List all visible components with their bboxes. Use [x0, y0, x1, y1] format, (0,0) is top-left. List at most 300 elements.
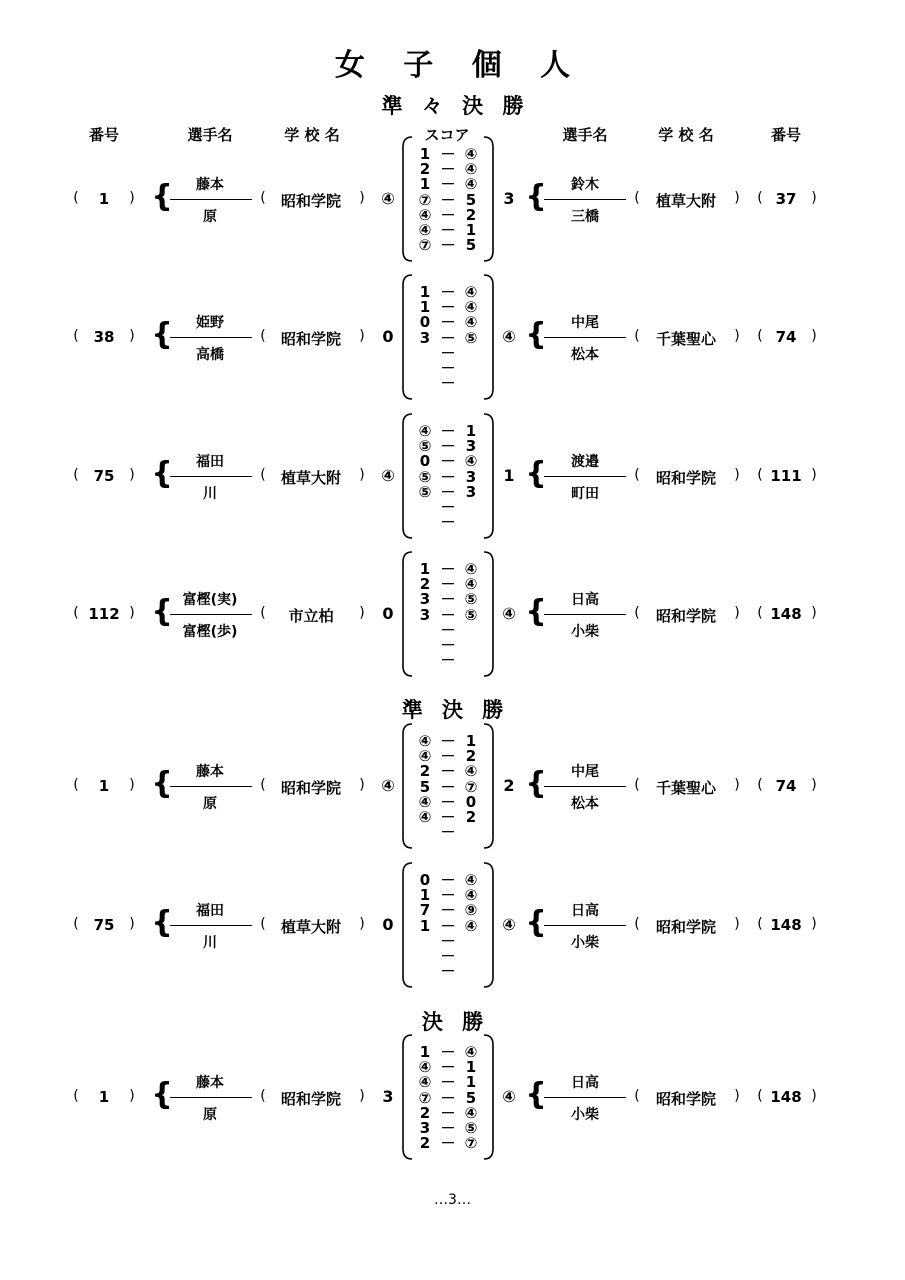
- player-divider-left: [170, 337, 252, 338]
- bracket-left: [403, 275, 412, 399]
- game-dash: －: [440, 190, 456, 209]
- game-score-right: 5: [465, 190, 477, 209]
- game-score-left: ⑤: [418, 467, 432, 486]
- game-score-right: ⑦: [464, 1134, 478, 1153]
- player-name-left-2: 川: [203, 935, 217, 951]
- paren-open: (: [73, 328, 79, 344]
- player-name-left-2: 富樫(歩): [182, 624, 238, 640]
- paren-open: (: [260, 605, 266, 621]
- paren-open: (: [757, 328, 763, 344]
- player-name-right-2: 小柴: [571, 624, 599, 640]
- school-right: 昭和学院: [655, 607, 717, 625]
- paren-open: (: [634, 1088, 640, 1104]
- game-score-right: ⑨: [464, 901, 478, 920]
- brace-left: {: [151, 456, 173, 491]
- player-name-right-1: 日高: [571, 592, 599, 608]
- header-school-right: 学 校 名: [658, 126, 714, 144]
- game-score-right: 5: [465, 236, 477, 255]
- game-score-right: 1: [465, 1073, 477, 1092]
- game-score-left: 2: [419, 762, 431, 781]
- sets-won-right: ④: [502, 1087, 516, 1106]
- header-school-left: 学 校 名: [284, 126, 340, 144]
- sets-won-right: 3: [503, 189, 515, 208]
- game-dash: －: [440, 962, 456, 981]
- game-score-left: 2: [419, 1103, 431, 1122]
- brace-left: {: [151, 317, 173, 352]
- brace-right: {: [525, 594, 547, 629]
- entry-number-left: 1: [98, 1088, 110, 1106]
- paren-close: ): [129, 467, 135, 483]
- game-score-right: 3: [465, 437, 477, 456]
- paren-close: ): [734, 777, 740, 793]
- game-dash: －: [440, 422, 456, 440]
- game-dash: －: [440, 283, 456, 301]
- game-score-right: 1: [465, 221, 477, 239]
- sets-won-left: ④: [381, 776, 395, 795]
- game-score-left: 0: [419, 313, 431, 332]
- game-score-right: ④: [464, 283, 478, 301]
- game-dash: －: [440, 482, 456, 501]
- paren-open: (: [634, 605, 640, 621]
- paren-open: (: [757, 1088, 763, 1104]
- game-score-right: 0: [465, 792, 477, 811]
- player-name-right-2: 小柴: [571, 935, 599, 951]
- game-score-left: 2: [419, 1134, 431, 1153]
- school-left: 昭和学院: [280, 192, 342, 210]
- player-divider-right: [544, 1097, 626, 1098]
- game-score-left: ④: [418, 747, 432, 766]
- paren-close: ): [811, 605, 817, 621]
- school-right: 千葉聖心: [655, 779, 717, 797]
- player-name-left-2: 原: [203, 1107, 217, 1123]
- brace-left: {: [151, 1077, 173, 1112]
- paren-close: ): [811, 1088, 817, 1104]
- paren-close: ): [359, 1088, 365, 1104]
- game-dash: －: [440, 560, 456, 578]
- sets-won-right: 2: [503, 776, 515, 795]
- bracket-left: [403, 137, 412, 261]
- player-name-right-2: 松本: [571, 347, 599, 363]
- player-divider-left: [170, 199, 252, 200]
- game-score-left: 1: [419, 886, 431, 905]
- player-name-right-2: 三橋: [571, 209, 599, 225]
- paren-close: ): [129, 777, 135, 793]
- game-score-right: 2: [465, 747, 477, 766]
- brace-right: {: [525, 456, 547, 491]
- sets-won-left: ④: [381, 189, 395, 208]
- game-dash: －: [440, 1043, 456, 1061]
- game-score-right: ④: [464, 886, 478, 905]
- player-name-right-1: 日高: [571, 1075, 599, 1091]
- game-score-left: ④: [418, 1058, 432, 1077]
- round-title: 準 決 勝: [401, 698, 510, 722]
- paren-close: ): [734, 605, 740, 621]
- player-divider-right: [544, 476, 626, 477]
- brace-right: {: [525, 766, 547, 801]
- player-name-right-1: 日高: [571, 903, 599, 919]
- game-score-right: ④: [464, 313, 478, 332]
- paren-close: ): [811, 190, 817, 206]
- player-divider-left: [170, 476, 252, 477]
- game-score-left: ④: [418, 792, 432, 811]
- bracket-left: [403, 1035, 412, 1159]
- paren-open: (: [73, 777, 79, 793]
- player-name-right-1: 渡邉: [571, 454, 599, 470]
- paren-close: ): [811, 328, 817, 344]
- bracket-right: [484, 552, 493, 676]
- paren-close: ): [129, 1088, 135, 1104]
- bracket-right: [484, 414, 493, 538]
- entry-number-left: 1: [98, 777, 110, 795]
- player-name-left-1: 藤本: [196, 177, 224, 193]
- game-score-right: ④: [464, 871, 478, 889]
- header-player-left: 選手名: [187, 126, 233, 144]
- player-name-left-1: 姫野: [196, 315, 224, 331]
- entry-number-left: 38: [93, 328, 115, 346]
- game-score-right: 3: [465, 482, 477, 501]
- paren-open: (: [634, 777, 640, 793]
- game-score-left: 2: [419, 160, 431, 179]
- school-right: 昭和学院: [655, 1090, 717, 1108]
- paren-open: (: [260, 777, 266, 793]
- sets-won-right: 1: [503, 466, 515, 485]
- game-dash: －: [440, 1134, 456, 1153]
- player-name-left-2: 原: [203, 796, 217, 812]
- entry-number-right: 148: [770, 605, 802, 623]
- game-score-left: 5: [419, 777, 431, 796]
- game-dash: －: [440, 777, 456, 796]
- player-name-left-1: 福田: [196, 454, 224, 470]
- game-score-left: 0: [419, 452, 431, 471]
- school-left: 昭和学院: [280, 1090, 342, 1108]
- paren-close: ): [734, 328, 740, 344]
- school-left: 植草大附: [280, 469, 342, 487]
- game-score-right: 2: [465, 205, 477, 224]
- game-dash: －: [440, 145, 456, 163]
- paren-close: ): [734, 467, 740, 483]
- page-title: 女 子 個 人: [334, 48, 585, 83]
- game-score-left: 3: [419, 590, 431, 609]
- brace-right: {: [525, 317, 547, 352]
- game-dash: －: [440, 901, 456, 920]
- game-score-right: ④: [464, 298, 478, 317]
- paren-open: (: [757, 467, 763, 483]
- paren-open: (: [757, 777, 763, 793]
- sets-won-left: 3: [382, 1087, 394, 1106]
- school-right: 植草大附: [655, 192, 717, 210]
- game-score-right: 1: [465, 1058, 477, 1077]
- school-right: 千葉聖心: [655, 330, 717, 348]
- game-dash: －: [440, 452, 456, 471]
- game-dash: －: [440, 498, 456, 516]
- entry-number-right: 37: [775, 190, 797, 208]
- game-score-left: 3: [419, 328, 431, 347]
- paren-open: (: [73, 605, 79, 621]
- bracket-left: [403, 414, 412, 538]
- bracket-left: [403, 724, 412, 848]
- paren-close: ): [359, 916, 365, 932]
- paren-open: (: [260, 190, 266, 206]
- header-player-right: 選手名: [562, 126, 608, 144]
- game-score-left: 1: [419, 175, 431, 194]
- player-name-right-1: 中尾: [571, 315, 599, 331]
- game-dash: －: [440, 343, 456, 362]
- paren-open: (: [73, 190, 79, 206]
- bracket-right: [484, 137, 493, 261]
- paren-close: ): [811, 777, 817, 793]
- game-score-left: ④: [418, 808, 432, 826]
- game-score-right: 1: [465, 422, 477, 440]
- player-divider-left: [170, 786, 252, 787]
- player-divider-left: [170, 925, 252, 926]
- game-score-left: 1: [419, 560, 431, 578]
- player-divider-left: [170, 614, 252, 615]
- game-dash: －: [440, 792, 456, 811]
- game-dash: －: [440, 513, 456, 532]
- paren-open: (: [757, 605, 763, 621]
- game-dash: －: [440, 823, 456, 842]
- game-score-left: 2: [419, 575, 431, 594]
- player-divider-right: [544, 786, 626, 787]
- sets-won-right: ④: [502, 915, 516, 934]
- paren-close: ): [734, 1088, 740, 1104]
- paren-close: ): [359, 467, 365, 483]
- brace-right: {: [525, 179, 547, 214]
- bracket-left: [403, 552, 412, 676]
- paren-close: ): [734, 916, 740, 932]
- game-score-left: 1: [419, 145, 431, 163]
- game-score-left: ④: [418, 221, 432, 239]
- brace-right: {: [525, 1077, 547, 1112]
- paren-close: ): [129, 328, 135, 344]
- game-dash: －: [440, 298, 456, 317]
- game-score-right: 2: [465, 808, 477, 826]
- game-dash: －: [440, 437, 456, 456]
- player-name-right-2: 小柴: [571, 1107, 599, 1123]
- game-dash: －: [440, 1119, 456, 1137]
- player-name-left-1: 福田: [196, 903, 224, 919]
- game-score-left: 0: [419, 871, 431, 889]
- game-score-left: ④: [418, 732, 432, 750]
- bracket-left: [403, 863, 412, 987]
- game-score-right: ④: [464, 145, 478, 163]
- game-dash: －: [440, 947, 456, 965]
- player-name-right-1: 鈴木: [571, 177, 599, 193]
- game-dash: －: [440, 808, 456, 826]
- paren-open: (: [634, 467, 640, 483]
- entry-number-right: 74: [775, 328, 797, 346]
- game-dash: －: [440, 1103, 456, 1122]
- paren-open: (: [260, 328, 266, 344]
- game-score-left: ④: [418, 1073, 432, 1092]
- round-title: 準 々 決 勝: [381, 94, 530, 118]
- paren-close: ): [129, 916, 135, 932]
- game-dash: －: [440, 1058, 456, 1077]
- paren-close: ): [359, 605, 365, 621]
- game-score-left: ⑦: [418, 1088, 432, 1107]
- brace-left: {: [151, 594, 173, 629]
- game-dash: －: [440, 374, 456, 393]
- school-right: 昭和学院: [655, 469, 717, 487]
- game-dash: －: [440, 651, 456, 670]
- game-score-left: ⑦: [418, 236, 432, 255]
- game-score-left: ⑤: [418, 437, 432, 456]
- player-name-left-1: 藤本: [196, 1075, 224, 1091]
- paren-open: (: [634, 328, 640, 344]
- game-score-right: ④: [464, 452, 478, 471]
- player-divider-right: [544, 925, 626, 926]
- player-name-right-1: 中尾: [571, 764, 599, 780]
- entry-number-right: 111: [770, 467, 802, 485]
- brace-left: {: [151, 766, 173, 801]
- game-score-right: ⑤: [464, 605, 478, 624]
- game-dash: －: [440, 575, 456, 594]
- game-dash: －: [440, 328, 456, 347]
- paren-close: ): [359, 777, 365, 793]
- paren-close: ): [129, 190, 135, 206]
- school-left: 昭和学院: [280, 779, 342, 797]
- game-score-left: 1: [419, 916, 431, 935]
- brace-left: {: [151, 905, 173, 940]
- game-score-right: ④: [464, 1103, 478, 1122]
- paren-open: (: [757, 916, 763, 932]
- brace-left: {: [151, 179, 173, 214]
- page-number: …3…: [434, 1192, 471, 1208]
- player-name-left-1: 藤本: [196, 764, 224, 780]
- game-score-right: ④: [464, 762, 478, 781]
- game-dash: －: [440, 467, 456, 486]
- player-name-left-2: 川: [203, 486, 217, 502]
- paren-close: ): [811, 916, 817, 932]
- game-dash: －: [440, 1088, 456, 1107]
- player-divider-right: [544, 614, 626, 615]
- game-score-left: 7: [419, 901, 431, 920]
- game-dash: －: [440, 175, 456, 194]
- bracket-right: [484, 1035, 493, 1159]
- school-right: 昭和学院: [655, 918, 717, 936]
- game-dash: －: [440, 886, 456, 905]
- player-divider-right: [544, 199, 626, 200]
- game-dash: －: [440, 236, 456, 255]
- sets-won-left: 0: [382, 915, 394, 934]
- header-score: スコア: [424, 126, 470, 144]
- sets-won-left: 0: [382, 327, 394, 346]
- game-dash: －: [440, 931, 456, 950]
- game-score-left: 1: [419, 298, 431, 317]
- player-divider-right: [544, 337, 626, 338]
- game-score-right: ④: [464, 1043, 478, 1061]
- paren-open: (: [757, 190, 763, 206]
- paren-open: (: [260, 916, 266, 932]
- player-name-left-1: 富樫(実): [182, 592, 238, 608]
- game-dash: －: [440, 732, 456, 750]
- player-name-right-2: 松本: [571, 796, 599, 812]
- paren-open: (: [73, 916, 79, 932]
- sets-won-left: 0: [382, 604, 394, 623]
- bracket-right: [484, 724, 493, 848]
- game-score-right: ⑤: [464, 1119, 478, 1137]
- game-score-right: 5: [465, 1088, 477, 1107]
- game-score-left: ⑤: [418, 482, 432, 501]
- game-score-right: ⑤: [464, 328, 478, 347]
- round-title: 決 勝: [421, 1010, 490, 1034]
- bracket-right: [484, 275, 493, 399]
- game-score-left: 3: [419, 605, 431, 624]
- game-dash: －: [440, 605, 456, 624]
- game-score-left: ④: [418, 422, 432, 440]
- game-score-right: ④: [464, 560, 478, 578]
- player-name-left-2: 原: [203, 209, 217, 225]
- game-dash: －: [440, 313, 456, 332]
- bracket-right: [484, 863, 493, 987]
- paren-open: (: [634, 190, 640, 206]
- game-score-left: ⑦: [418, 190, 432, 209]
- paren-close: ): [734, 190, 740, 206]
- header-number-left: 番号: [88, 126, 120, 144]
- paren-close: ): [359, 328, 365, 344]
- entry-number-left: 75: [93, 467, 115, 485]
- game-dash: －: [440, 747, 456, 766]
- game-dash: －: [440, 205, 456, 224]
- player-divider-left: [170, 1097, 252, 1098]
- entry-number-right: 148: [770, 916, 802, 934]
- brace-right: {: [525, 905, 547, 940]
- game-score-right: ⑦: [464, 777, 478, 796]
- paren-open: (: [73, 467, 79, 483]
- paren-close: ): [129, 605, 135, 621]
- game-score-right: ④: [464, 575, 478, 594]
- game-score-right: ⑤: [464, 590, 478, 609]
- game-score-left: ④: [418, 205, 432, 224]
- game-score-left: 1: [419, 283, 431, 301]
- game-dash: －: [440, 620, 456, 639]
- paren-close: ): [811, 467, 817, 483]
- game-dash: －: [440, 636, 456, 654]
- player-name-left-2: 高橋: [196, 347, 224, 363]
- game-score-right: ④: [464, 916, 478, 935]
- entry-number-left: 75: [93, 916, 115, 934]
- game-score-right: 3: [465, 467, 477, 486]
- game-score-right: ④: [464, 160, 478, 179]
- entry-number-right: 148: [770, 1088, 802, 1106]
- entry-number-left: 1: [98, 190, 110, 208]
- game-score-left: 3: [419, 1119, 431, 1137]
- game-dash: －: [440, 221, 456, 239]
- game-dash: －: [440, 160, 456, 179]
- school-left: 植草大附: [280, 918, 342, 936]
- paren-open: (: [73, 1088, 79, 1104]
- header-number-right: 番号: [770, 126, 802, 144]
- paren-open: (: [260, 1088, 266, 1104]
- game-score-right: ④: [464, 175, 478, 194]
- entry-number-right: 74: [775, 777, 797, 795]
- player-name-right-2: 町田: [571, 486, 599, 502]
- paren-close: ): [359, 190, 365, 206]
- game-dash: －: [440, 359, 456, 377]
- school-left: 昭和学院: [280, 330, 342, 348]
- paren-open: (: [634, 916, 640, 932]
- game-score-left: 1: [419, 1043, 431, 1061]
- paren-open: (: [260, 467, 266, 483]
- game-dash: －: [440, 1073, 456, 1092]
- sets-won-right: ④: [502, 327, 516, 346]
- sets-won-right: ④: [502, 604, 516, 623]
- school-left: 市立柏: [288, 607, 334, 625]
- game-dash: －: [440, 871, 456, 889]
- game-dash: －: [440, 916, 456, 935]
- entry-number-left: 112: [88, 605, 120, 623]
- game-dash: －: [440, 762, 456, 781]
